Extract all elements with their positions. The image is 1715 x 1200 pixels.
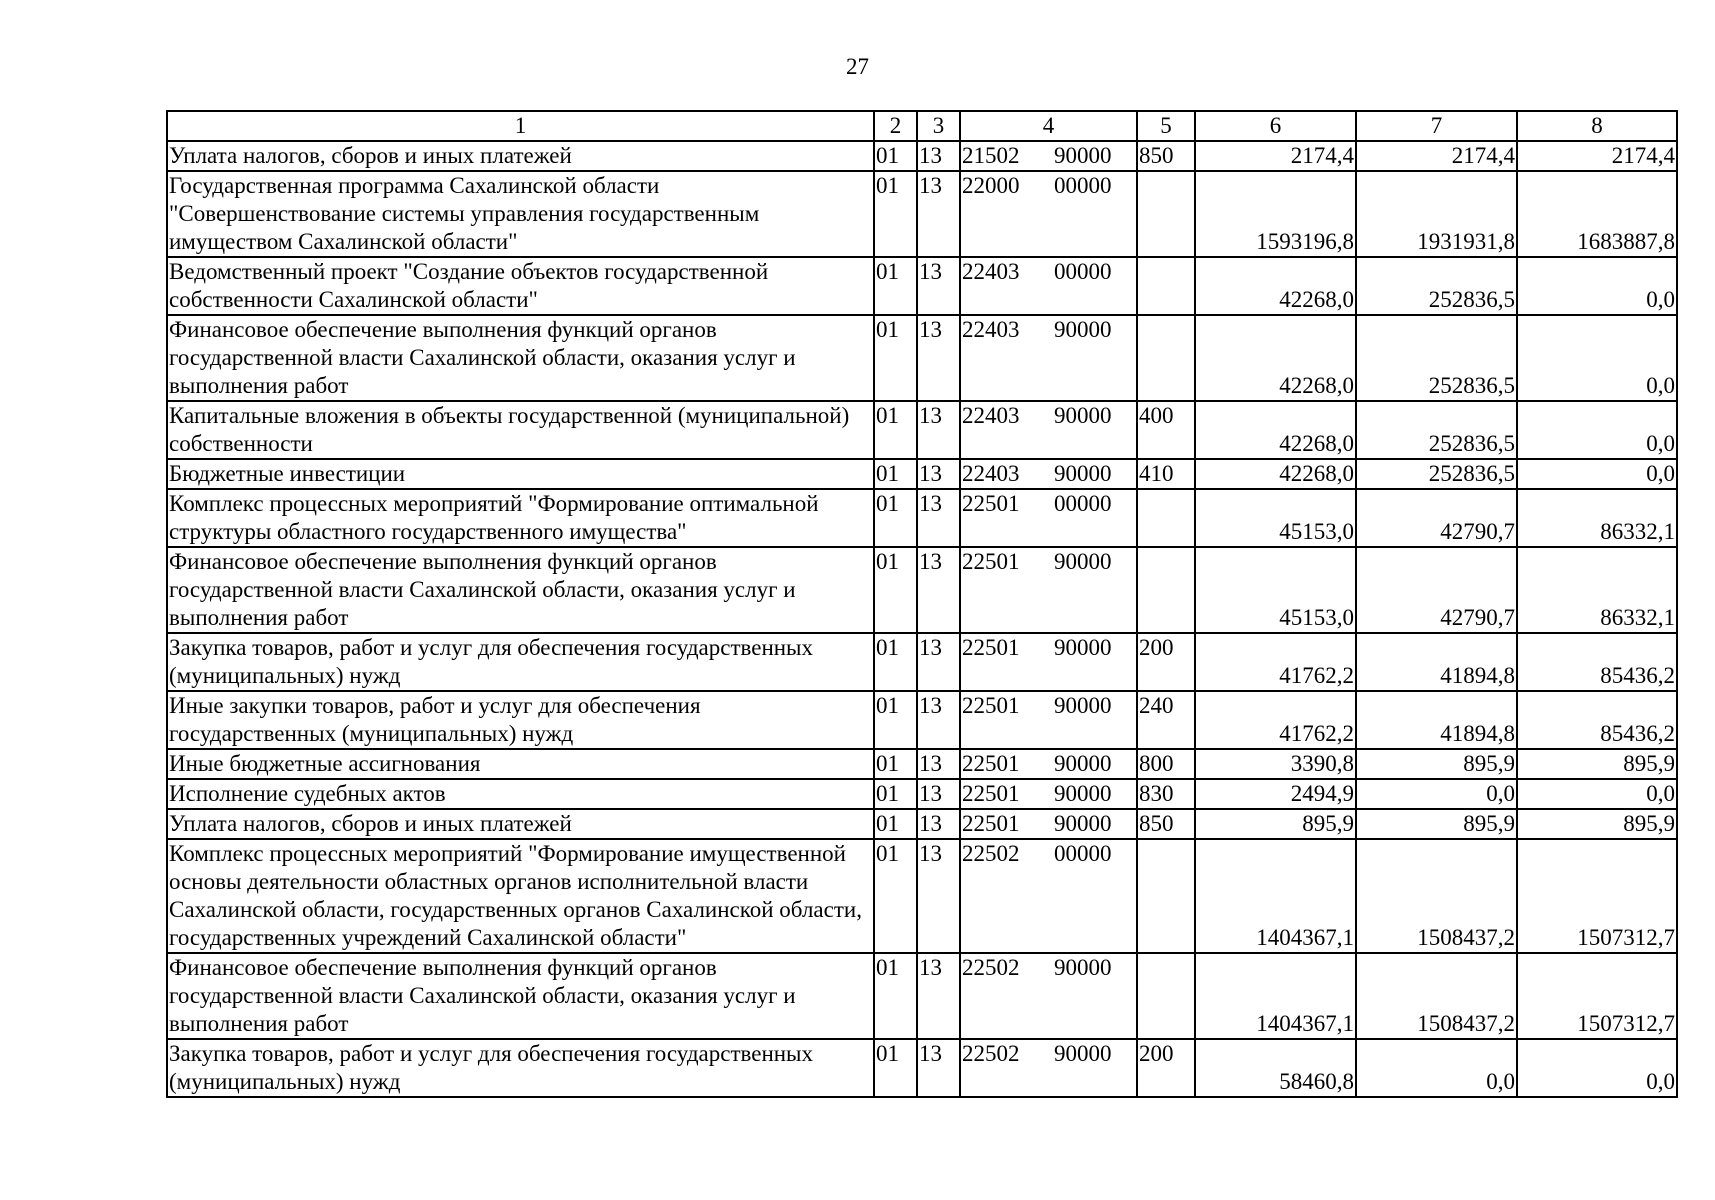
row-name: Иные закупки товаров, работ и услуг для обеспечения государственных (муниципальных) нужд bbox=[167, 691, 874, 749]
target-article-program: 22403 bbox=[962, 461, 1020, 486]
expense-type-code: 850 bbox=[1137, 141, 1195, 171]
section-code: 01 bbox=[874, 171, 917, 257]
amount-col-8: 85436,2 bbox=[1517, 691, 1677, 749]
target-article-program: 22501 bbox=[962, 751, 1020, 776]
amount-col-8: 0,0 bbox=[1517, 459, 1677, 489]
target-article-program: 22501 bbox=[962, 693, 1020, 718]
amount-col-6: 2174,4 bbox=[1195, 141, 1356, 171]
table-row bbox=[167, 1039, 1677, 1097]
subsection-code: 13 bbox=[917, 749, 960, 779]
target-article-code bbox=[960, 749, 1137, 779]
table-row bbox=[167, 809, 1677, 839]
subsection-code: 13 bbox=[917, 315, 960, 401]
page-number: 27 bbox=[846, 54, 869, 79]
target-article-program: 22403 bbox=[962, 403, 1020, 428]
amount-col-7: 42790,7 bbox=[1356, 547, 1517, 633]
target-article-program: 22501 bbox=[962, 549, 1020, 574]
target-article-direction: 90000 bbox=[1054, 751, 1112, 776]
section-code: 01 bbox=[874, 839, 917, 953]
row-name: Финансовое обеспечение выполнения функций органов государственной власти Сахалинской области, оказания услуг и выполнения работ bbox=[167, 547, 874, 633]
amount-col-7: 42790,7 bbox=[1356, 489, 1517, 547]
section-code: 01 bbox=[874, 547, 917, 633]
table-row bbox=[167, 257, 1677, 315]
subsection-code: 13 bbox=[917, 633, 960, 691]
amount-col-6: 42268,0 bbox=[1195, 315, 1356, 401]
section-code: 01 bbox=[874, 691, 917, 749]
section-code: 01 bbox=[874, 401, 917, 459]
amount-col-6: 42268,0 bbox=[1195, 459, 1356, 489]
amount-col-6: 58460,8 bbox=[1195, 1039, 1356, 1097]
expense-type-code bbox=[1137, 547, 1195, 633]
row-name: Ведомственный проект "Создание объектов государственной собственности Сахалинской области" bbox=[167, 257, 874, 315]
amount-col-6: 895,9 bbox=[1195, 809, 1356, 839]
amount-col-8: 0,0 bbox=[1517, 1039, 1677, 1097]
target-article-code bbox=[960, 779, 1137, 809]
header-cell-7: 7 bbox=[1356, 111, 1517, 141]
row-name: Финансовое обеспечение выполнения функций органов государственной власти Сахалинской области, оказания услуг и выполнения работ bbox=[167, 953, 874, 1039]
row-name: Закупка товаров, работ и услуг для обеспечения государственных (муниципальных) нужд bbox=[167, 633, 874, 691]
row-name: Комплекс процессных мероприятий "Формирование имущественной основы деятельности областных органов исполнительной власти Сахалинской области, государственных органов Сахалинской области, государственных учреждений Сахалинской области" bbox=[167, 839, 874, 953]
table-row bbox=[167, 315, 1677, 401]
expense-type-code: 850 bbox=[1137, 809, 1195, 839]
target-article-code bbox=[960, 171, 1137, 257]
table-row bbox=[167, 141, 1677, 171]
target-article-code bbox=[960, 1039, 1137, 1097]
amount-col-7: 1508437,2 bbox=[1356, 953, 1517, 1039]
expense-type-code bbox=[1137, 315, 1195, 401]
table-row bbox=[167, 547, 1677, 633]
amount-col-7: 252836,5 bbox=[1356, 401, 1517, 459]
amount-col-6: 1404367,1 bbox=[1195, 953, 1356, 1039]
expense-type-code: 240 bbox=[1137, 691, 1195, 749]
amount-col-8: 0,0 bbox=[1517, 779, 1677, 809]
table-row bbox=[167, 489, 1677, 547]
header-row bbox=[167, 111, 1677, 141]
row-name: Комплекс процессных мероприятий "Формирование оптимальной структуры областного государственного имущества" bbox=[167, 489, 874, 547]
amount-col-6: 1593196,8 bbox=[1195, 171, 1356, 257]
target-article-direction: 90000 bbox=[1054, 635, 1112, 660]
row-name: Иные бюджетные ассигнования bbox=[167, 749, 874, 779]
row-name: Государственная программа Сахалинской области "Совершенствование системы управления государственным имуществом Сахалинской области" bbox=[167, 171, 874, 257]
amount-col-6: 41762,2 bbox=[1195, 633, 1356, 691]
target-article-direction: 90000 bbox=[1054, 143, 1112, 168]
target-article-direction: 00000 bbox=[1054, 259, 1112, 284]
target-article-direction: 90000 bbox=[1054, 693, 1112, 718]
target-article-code bbox=[960, 141, 1137, 171]
target-article-code bbox=[960, 257, 1137, 315]
section-code: 01 bbox=[874, 749, 917, 779]
target-article-program: 22000 bbox=[962, 173, 1020, 198]
target-article-direction: 90000 bbox=[1054, 781, 1112, 806]
target-article-code bbox=[960, 633, 1137, 691]
subsection-code: 13 bbox=[917, 809, 960, 839]
target-article-program: 22403 bbox=[962, 317, 1020, 342]
amount-col-8: 85436,2 bbox=[1517, 633, 1677, 691]
target-article-code bbox=[960, 315, 1137, 401]
amount-col-8: 0,0 bbox=[1517, 401, 1677, 459]
table-row bbox=[167, 953, 1677, 1039]
subsection-code: 13 bbox=[917, 953, 960, 1039]
amount-col-7: 252836,5 bbox=[1356, 315, 1517, 401]
row-name: Капитальные вложения в объекты государственной (муниципальной) собственности bbox=[167, 401, 874, 459]
amount-col-6: 45153,0 bbox=[1195, 489, 1356, 547]
target-article-code bbox=[960, 547, 1137, 633]
subsection-code: 13 bbox=[917, 141, 960, 171]
amount-col-7: 252836,5 bbox=[1356, 459, 1517, 489]
table-row bbox=[167, 459, 1677, 489]
subsection-code: 13 bbox=[917, 257, 960, 315]
table-row bbox=[167, 749, 1677, 779]
table-row bbox=[167, 779, 1677, 809]
expense-type-code bbox=[1137, 257, 1195, 315]
expense-type-code: 800 bbox=[1137, 749, 1195, 779]
target-article-code bbox=[960, 401, 1137, 459]
target-article-program: 22502 bbox=[962, 1041, 1020, 1066]
expense-type-code: 410 bbox=[1137, 459, 1195, 489]
expense-type-code bbox=[1137, 489, 1195, 547]
target-article-code bbox=[960, 489, 1137, 547]
target-article-direction: 00000 bbox=[1054, 173, 1112, 198]
header-cell-3: 3 bbox=[917, 111, 960, 141]
subsection-code: 13 bbox=[917, 1039, 960, 1097]
amount-col-6: 2494,9 bbox=[1195, 779, 1356, 809]
budget-table bbox=[166, 110, 1678, 1098]
target-article-direction: 90000 bbox=[1054, 461, 1112, 486]
amount-col-8: 1507312,7 bbox=[1517, 839, 1677, 953]
target-article-program: 22502 bbox=[962, 955, 1020, 980]
amount-col-8: 0,0 bbox=[1517, 315, 1677, 401]
section-code: 01 bbox=[874, 809, 917, 839]
target-article-direction: 90000 bbox=[1054, 317, 1112, 342]
amount-col-7: 252836,5 bbox=[1356, 257, 1517, 315]
row-name: Уплата налогов, сборов и иных платежей bbox=[167, 809, 874, 839]
table-row bbox=[167, 839, 1677, 953]
expense-type-code: 200 bbox=[1137, 1039, 1195, 1097]
amount-col-8: 0,0 bbox=[1517, 257, 1677, 315]
target-article-program: 21502 bbox=[962, 143, 1020, 168]
expense-type-code bbox=[1137, 839, 1195, 953]
table-row bbox=[167, 171, 1677, 257]
subsection-code: 13 bbox=[917, 489, 960, 547]
amount-col-8: 86332,1 bbox=[1517, 489, 1677, 547]
amount-col-6: 41762,2 bbox=[1195, 691, 1356, 749]
amount-col-7: 895,9 bbox=[1356, 809, 1517, 839]
amount-col-7: 41894,8 bbox=[1356, 633, 1517, 691]
target-article-program: 22502 bbox=[962, 841, 1020, 866]
target-article-direction: 90000 bbox=[1054, 955, 1112, 980]
target-article-program: 22501 bbox=[962, 635, 1020, 660]
subsection-code: 13 bbox=[917, 547, 960, 633]
header-cell-2: 2 bbox=[874, 111, 917, 141]
amount-col-7: 0,0 bbox=[1356, 779, 1517, 809]
section-code: 01 bbox=[874, 489, 917, 547]
row-name: Закупка товаров, работ и услуг для обеспечения государственных (муниципальных) нужд bbox=[167, 1039, 874, 1097]
target-article-direction: 90000 bbox=[1054, 811, 1112, 836]
target-article-direction: 90000 bbox=[1054, 1041, 1112, 1066]
target-article-program: 22501 bbox=[962, 781, 1020, 806]
amount-col-7: 2174,4 bbox=[1356, 141, 1517, 171]
expense-type-code bbox=[1137, 171, 1195, 257]
target-article-code bbox=[960, 691, 1137, 749]
amount-col-7: 1508437,2 bbox=[1356, 839, 1517, 953]
row-name: Бюджетные инвестиции bbox=[167, 459, 874, 489]
expense-type-code bbox=[1137, 953, 1195, 1039]
section-code: 01 bbox=[874, 953, 917, 1039]
header-cell-8: 8 bbox=[1517, 111, 1677, 141]
table-body bbox=[167, 141, 1677, 1097]
amount-col-6: 3390,8 bbox=[1195, 749, 1356, 779]
target-article-direction: 90000 bbox=[1054, 403, 1112, 428]
amount-col-6: 45153,0 bbox=[1195, 547, 1356, 633]
table-row bbox=[167, 633, 1677, 691]
subsection-code: 13 bbox=[917, 691, 960, 749]
expense-type-code: 400 bbox=[1137, 401, 1195, 459]
row-name: Исполнение судебных актов bbox=[167, 779, 874, 809]
amount-col-8: 895,9 bbox=[1517, 749, 1677, 779]
target-article-program: 22501 bbox=[962, 811, 1020, 836]
section-code: 01 bbox=[874, 315, 917, 401]
subsection-code: 13 bbox=[917, 401, 960, 459]
amount-col-7: 0,0 bbox=[1356, 1039, 1517, 1097]
section-code: 01 bbox=[874, 779, 917, 809]
target-article-program: 22403 bbox=[962, 259, 1020, 284]
amount-col-8: 1683887,8 bbox=[1517, 171, 1677, 257]
amount-col-8: 2174,4 bbox=[1517, 141, 1677, 171]
expense-type-code: 830 bbox=[1137, 779, 1195, 809]
target-article-direction: 00000 bbox=[1054, 841, 1112, 866]
target-article-code bbox=[960, 809, 1137, 839]
header-cell-6: 6 bbox=[1195, 111, 1356, 141]
target-article-direction: 90000 bbox=[1054, 549, 1112, 574]
row-name: Уплата налогов, сборов и иных платежей bbox=[167, 141, 874, 171]
subsection-code: 13 bbox=[917, 839, 960, 953]
header-cell-1: 1 bbox=[167, 111, 874, 141]
header-cell-4: 4 bbox=[960, 111, 1137, 141]
subsection-code: 13 bbox=[917, 779, 960, 809]
section-code: 01 bbox=[874, 141, 917, 171]
amount-col-7: 41894,8 bbox=[1356, 691, 1517, 749]
amount-col-7: 1931931,8 bbox=[1356, 171, 1517, 257]
subsection-code: 13 bbox=[917, 171, 960, 257]
amount-col-8: 86332,1 bbox=[1517, 547, 1677, 633]
amount-col-6: 42268,0 bbox=[1195, 257, 1356, 315]
table-row bbox=[167, 691, 1677, 749]
header-cell-5: 5 bbox=[1137, 111, 1195, 141]
target-article-code bbox=[960, 839, 1137, 953]
section-code: 01 bbox=[874, 1039, 917, 1097]
amount-col-8: 895,9 bbox=[1517, 809, 1677, 839]
table-header bbox=[167, 111, 1677, 141]
table-row bbox=[167, 401, 1677, 459]
target-article-direction: 00000 bbox=[1054, 491, 1112, 516]
target-article-program: 22501 bbox=[962, 491, 1020, 516]
section-code: 01 bbox=[874, 459, 917, 489]
amount-col-8: 1507312,7 bbox=[1517, 953, 1677, 1039]
amount-col-6: 42268,0 bbox=[1195, 401, 1356, 459]
target-article-code bbox=[960, 459, 1137, 489]
target-article-code bbox=[960, 953, 1137, 1039]
amount-col-7: 895,9 bbox=[1356, 749, 1517, 779]
section-code: 01 bbox=[874, 633, 917, 691]
subsection-code: 13 bbox=[917, 459, 960, 489]
expense-type-code: 200 bbox=[1137, 633, 1195, 691]
amount-col-6: 1404367,1 bbox=[1195, 839, 1356, 953]
section-code: 01 bbox=[874, 257, 917, 315]
row-name: Финансовое обеспечение выполнения функций органов государственной власти Сахалинской области, оказания услуг и выполнения работ bbox=[167, 315, 874, 401]
